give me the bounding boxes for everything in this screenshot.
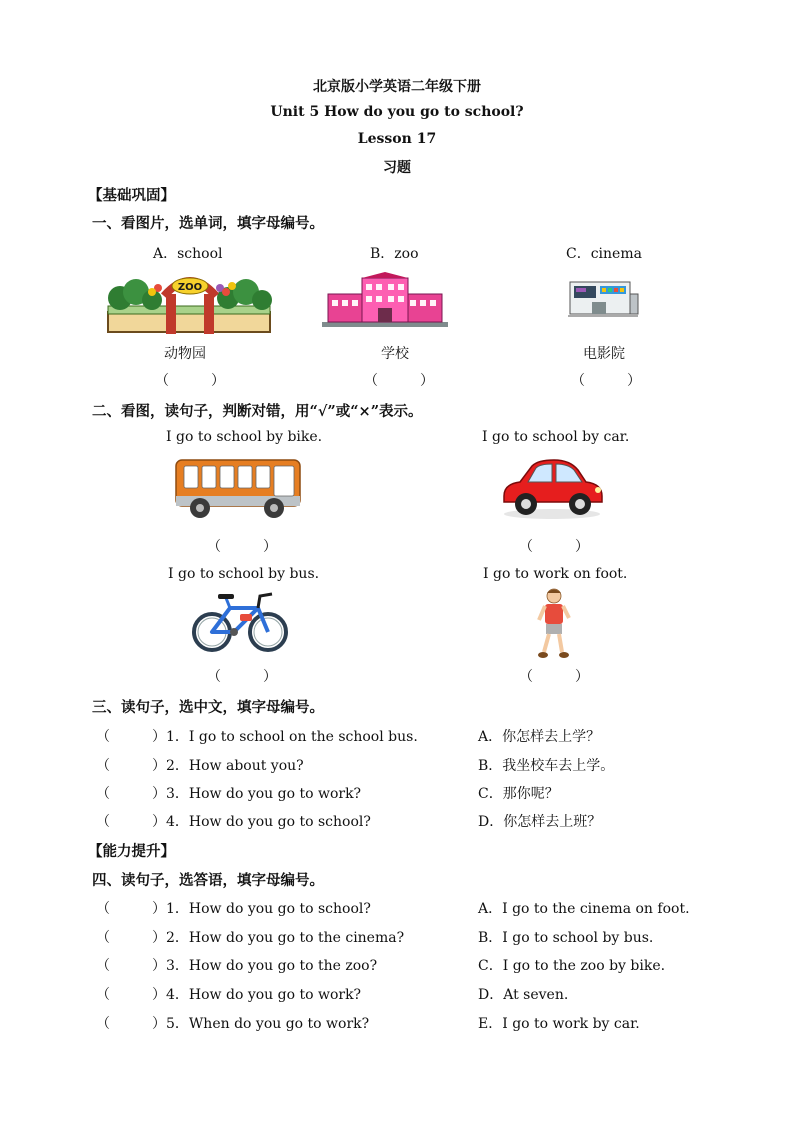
q1-answer-blank-1[interactable]: （ ）: [155, 373, 225, 389]
q3-question-2: 2．How about you?: [166, 758, 304, 774]
q3-choice-b: B．我坐校车去上学。: [478, 758, 615, 774]
cinema-building-picture: [568, 276, 640, 324]
q1-word-2: 学校: [381, 346, 409, 362]
q1-answer-blank-3[interactable]: （ ）: [571, 373, 641, 389]
q4-choice-c: C．I go to the zoo by bike.: [478, 958, 666, 974]
q4-question-5: 5．When do you go to work?: [166, 1016, 370, 1032]
q1-option-b: B．zoo: [370, 246, 419, 262]
q4-row-4: [96, 984, 361, 1004]
q1-option-c: C．cinema: [566, 246, 642, 262]
q1-answer-blank-2[interactable]: （ ）: [364, 373, 434, 389]
q3-answer-blank-1[interactable]: （ ）: [96, 729, 166, 745]
q1-word-1: 动物园: [164, 346, 206, 362]
q2-sentence-1: I go to school by bike.: [166, 429, 323, 445]
q4-row-2: [96, 927, 404, 947]
q3-row-1: [96, 726, 418, 746]
q4-question-2: 2．How do you go to the cinema?: [166, 930, 405, 946]
q4-answer-blank-5[interactable]: （ ）: [96, 1016, 166, 1032]
q2-answer-blank-1[interactable]: （ ）: [207, 539, 277, 555]
q4-question-4: 4．How do you go to work?: [166, 987, 362, 1003]
exercise-subtitle: 习题: [383, 160, 411, 176]
q3-row-4: [96, 811, 371, 831]
q4-choice-e: E．I go to work by car.: [478, 1016, 640, 1032]
q4-choice-a: A．I go to the cinema on foot.: [478, 901, 690, 917]
section-advanced-heading: 【能力提升】: [88, 843, 175, 860]
q1-word-3: 电影院: [583, 346, 625, 362]
q3-question-4: 4．How do you go to school?: [166, 814, 371, 830]
q4-answer-blank-1[interactable]: （ ）: [96, 901, 166, 917]
q4-row-5: [96, 1013, 369, 1033]
q2-answer-blank-4[interactable]: （ ）: [519, 669, 589, 685]
walking-boy-picture: [536, 588, 572, 660]
q3-answer-blank-3[interactable]: （ ）: [96, 786, 166, 802]
q3-row-2: [96, 755, 304, 775]
q4-question-1: 1．How do you go to school?: [166, 901, 371, 917]
q2-instruction: 二、看图，读句子，判断对错，用“√”或“×”表示。: [92, 403, 423, 420]
q3-choice-d: D．你怎样去上班？: [478, 814, 602, 830]
car-picture: [498, 456, 606, 522]
q3-question-3: 3．How do you go to work?: [166, 786, 362, 802]
section-basic-heading: 【基础巩固】: [88, 187, 175, 204]
q4-row-1: [96, 898, 371, 918]
zoo-sign-text: ZOO: [177, 282, 203, 293]
q3-answer-blank-2[interactable]: （ ）: [96, 758, 166, 774]
q3-choice-a: A．你怎样去上学？: [478, 729, 601, 745]
q1-instruction: 一、看图片，选单词，填字母编号。: [92, 215, 324, 232]
page-title: 北京版小学英语二年级下册: [313, 79, 481, 95]
q2-sentence-4: I go to work on foot.: [483, 566, 628, 582]
q4-choice-d: D．At seven.: [478, 987, 569, 1003]
q3-row-3: [96, 783, 361, 803]
q3-question-1: 1．I go to school on the school bus.: [166, 729, 418, 745]
q3-choice-c: C．那你呢？: [478, 786, 559, 802]
q2-sentence-3: I go to school by bus.: [168, 566, 320, 582]
lesson-title: Lesson 17: [357, 131, 437, 147]
unit-title: Unit 5 How do you go to school?: [270, 104, 524, 120]
q2-answer-blank-2[interactable]: （ ）: [519, 539, 589, 555]
school-building-picture: [322, 272, 448, 328]
q4-answer-blank-4[interactable]: （ ）: [96, 987, 166, 1003]
q1-option-a: A．school: [153, 246, 223, 262]
zoo-gate-picture: [106, 270, 272, 336]
q3-answer-blank-4[interactable]: （ ）: [96, 814, 166, 830]
q4-question-3: 3．How do you go to the zoo?: [166, 958, 378, 974]
q2-sentence-2: I go to school by car.: [482, 429, 630, 445]
q3-instruction: 三、读句子，选中文，填字母编号。: [92, 699, 324, 716]
q4-row-3: [96, 955, 377, 975]
q4-answer-blank-3[interactable]: （ ）: [96, 958, 166, 974]
q4-choice-b: B．I go to school by bus.: [478, 930, 654, 946]
q4-instruction: 四、读句子，选答语，填字母编号。: [92, 872, 324, 889]
bike-picture: [192, 590, 290, 656]
q4-answer-blank-2[interactable]: （ ）: [96, 930, 166, 946]
q2-answer-blank-3[interactable]: （ ）: [207, 669, 277, 685]
bus-picture: [174, 458, 302, 522]
